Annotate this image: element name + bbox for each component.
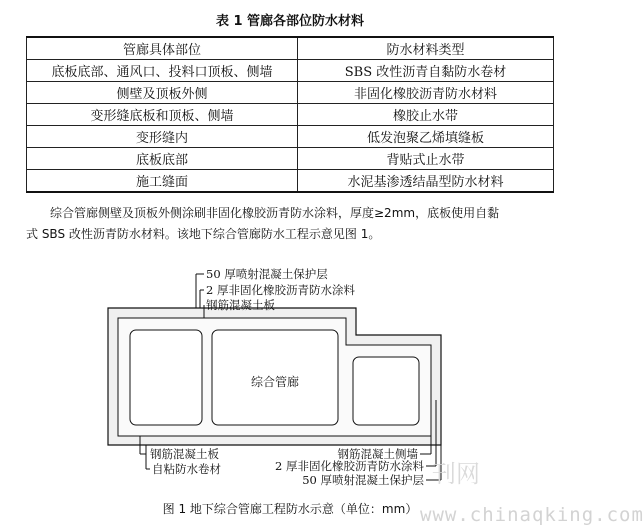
table-cell-material: 背贴式止水带 — [298, 148, 554, 170]
chamber-left — [130, 330, 202, 425]
label-top-coating: 2 厚非固化橡胶沥青防水涂料 — [206, 283, 355, 297]
chamber-right — [353, 357, 419, 425]
label-self-adhesive-membrane: 自粘防水卷材 — [152, 462, 221, 476]
table-header-cell: 管廊具体部位 — [27, 37, 298, 60]
watermark-url: www.chinaqking.com — [420, 504, 644, 526]
table-cell-material: 水泥基渗透结晶型防水材料 — [298, 170, 554, 193]
table-cell-material: SBS 改性沥青自黏防水卷材 — [298, 60, 554, 82]
table-cell-location: 变形缝内 — [27, 126, 298, 148]
table-cell-material: 低发泡聚乙烯填缝板 — [298, 126, 554, 148]
table-cell-location: 侧壁及顶板外侧 — [27, 82, 298, 104]
table-cell-material: 非固化橡胶沥青防水材料 — [298, 82, 554, 104]
label-side-coating: 2 厚非固化橡胶沥青防水涂料 — [275, 459, 424, 473]
table-cell-location: 施工缝面 — [27, 170, 298, 193]
paragraph-line: 式 SBS 改性沥青防水材料。该地下综合管廊防水工程示意见图 1。 — [26, 227, 381, 241]
table-cell-location: 底板底部 — [27, 148, 298, 170]
paragraph-line: 综合管廊侧壁及顶板外侧涂刷非固化橡胶沥青防水涂料，厚度≥2mm，底板使用自黏 — [50, 206, 500, 220]
table-header-cell: 防水材料类型 — [298, 37, 554, 60]
table-cell-material: 橡胶止水带 — [298, 104, 554, 126]
label-top-protective-layer: 50 厚喷射混凝土保护层 — [206, 267, 328, 281]
table-cell-location: 变形缝底板和顶板、侧墙 — [27, 104, 298, 126]
label-side-wall: 钢筋混凝土侧墙 — [337, 447, 418, 461]
label-bottom-slab: 钢筋混凝土板 — [150, 447, 219, 461]
center-label: 综合管廊 — [250, 375, 300, 389]
watermark-cn: 刊网 — [432, 460, 480, 488]
label-top-slab: 钢筋混凝土板 — [206, 298, 275, 312]
table-cell-location: 底板底部、通风口、投料口顶板、侧墙 — [27, 60, 298, 82]
label-side-protective-layer: 50 厚喷射混凝土保护层 — [302, 473, 424, 487]
table-title: 表 1 管廊各部位防水材料 — [215, 14, 365, 29]
figure-caption: 图 1 地下综合管廊工程防水示意（单位：mm） — [162, 502, 418, 516]
